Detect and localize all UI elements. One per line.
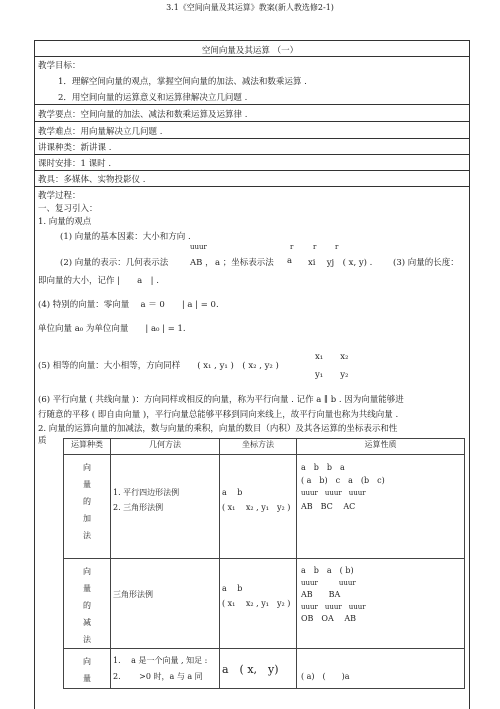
vector-arrow-mark: r (290, 243, 294, 251)
vector-a: a (287, 256, 293, 266)
objective-1: 1．理解空间向量的观点，掌握空间向量的加法、减法和数乘运算 . (58, 77, 307, 87)
divider (34, 186, 470, 187)
time-schedule: 课时安排：1 课时 . (38, 159, 112, 169)
concept-heading: 1. 向量的观点 (38, 217, 92, 227)
review-heading: 一、复习引入： (38, 204, 98, 214)
geometry-multiplication: 1. a 是一个向量 , 知足 : 2. >0 时，a 与 a 同 (111, 649, 220, 689)
vector-arrow-mark: r (313, 243, 317, 251)
vector-arrow-mark: uuur (190, 243, 207, 251)
vector-length-label: (3) 向量的长度： (393, 258, 459, 268)
props-subtraction: a b a ( b) uuur uuur AB BA uuur uuur uuur OB OA AB (297, 559, 465, 649)
kind-subtraction: 向 量 的 减 法 (64, 559, 111, 649)
teaching-tools: 教具：多媒体、实物投影仪 . (38, 175, 146, 185)
parallel-vectors-cont: 行随意的平移 ( 即自由向量 )，平行向量总能够平移到同向来线上，故平行向量也称为共线向量 . (38, 410, 399, 420)
props-addition: a b b a ( a b) c a (b c) uuur uuur uuur AB BC AC (297, 455, 465, 559)
coord-addition: a b ( x₁ x₂ , y₁ y₂ ) (220, 455, 297, 559)
vector-operations: 2. 向量的运算向量的加减法，数与向量的乘积，向量的数目（内积）及其各运算的坐标表示和性 (38, 424, 398, 434)
geometry-addition: 1. 平行四边形法例 2. 三角形法例 (111, 455, 220, 559)
unit-vector: 单位向量 a₀ 为单位向量 | a₀ | = 1. (38, 324, 186, 334)
vector-coords: xi yj ( x, y) . (308, 258, 373, 268)
objectives-label: 教学目标： (38, 61, 81, 71)
page-header: 3.1《空间向量及其运算》教案(新人教选修2-1) (166, 3, 334, 12)
geometry-subtraction: 三角形法例 (111, 559, 220, 649)
props-multiplication: ( a) ( )a (297, 649, 465, 689)
vector-length: 即向量的大小，记作 | a | . (38, 276, 159, 286)
lesson-title: 空间向量及其运算 （一） (201, 46, 299, 56)
divider (34, 154, 470, 155)
vector-a-coord-label: a ；坐标表示法 (215, 258, 274, 268)
coord-subtraction: a b ( x₁ x₂ , y₁ y₂ ) (220, 559, 297, 649)
divider (34, 121, 470, 122)
divider (34, 56, 470, 57)
divider (34, 170, 470, 171)
difficulty: 教学难点：用向量解决立几问题 . (38, 127, 163, 137)
kind-multiplication: 向 量 (64, 649, 111, 689)
vector-elements: (1) 向量的基本因素：大小和方向 . (60, 232, 191, 242)
coord-multiplication: a ( x, y) (220, 649, 297, 689)
equal-vectors: (5) 相等的向量：大小相等，方向同样 ( x₁ , y₁ ) ( x₂ , y₂ ) (38, 361, 279, 371)
vector-ab: AB ， (190, 258, 214, 268)
equal-y: y₁ y₂ (315, 370, 349, 380)
header-coordinate: 坐标方法 (220, 439, 297, 455)
parallel-vectors: (6) 平行向量 ( 共线向量 )：方向同样或相反的向量，称为平行向量 . 记作 a ∥ b . 因为向量能够进 (38, 395, 404, 405)
kind-addition: 向 量 的 加 法 (64, 455, 111, 559)
lesson-type: 讲课种类：新讲课 . (38, 143, 112, 153)
vector-arrow-mark: r (335, 243, 339, 251)
header-kind: 运算种类 (64, 439, 111, 455)
operations-table (63, 438, 465, 689)
key-points: 教学要点：空间向量的加法、减法和数乘运算及运算律 . (38, 110, 248, 120)
header-geometry: 几何方法 (111, 439, 220, 455)
special-vectors: (4) 特别的向量：零向量 a ＝ 0 | a | = 0. (38, 300, 219, 310)
vector-operations-cont: 质 (38, 436, 47, 446)
header-properties: 运算性质 (297, 439, 465, 455)
divider (34, 138, 470, 139)
table-row-addition (64, 455, 465, 559)
divider (34, 104, 470, 105)
objective-2: 2．用空间向量的运算意义和运算律解决立几问题 . (58, 93, 248, 103)
equal-x: x₁ x₂ (315, 352, 349, 362)
vector-representation: (2) 向量的表示：几何表示法 (60, 258, 169, 268)
table-row-multiplication (64, 649, 465, 689)
table-row-subtraction (64, 559, 465, 649)
process-label: 教学过程： (38, 191, 81, 201)
